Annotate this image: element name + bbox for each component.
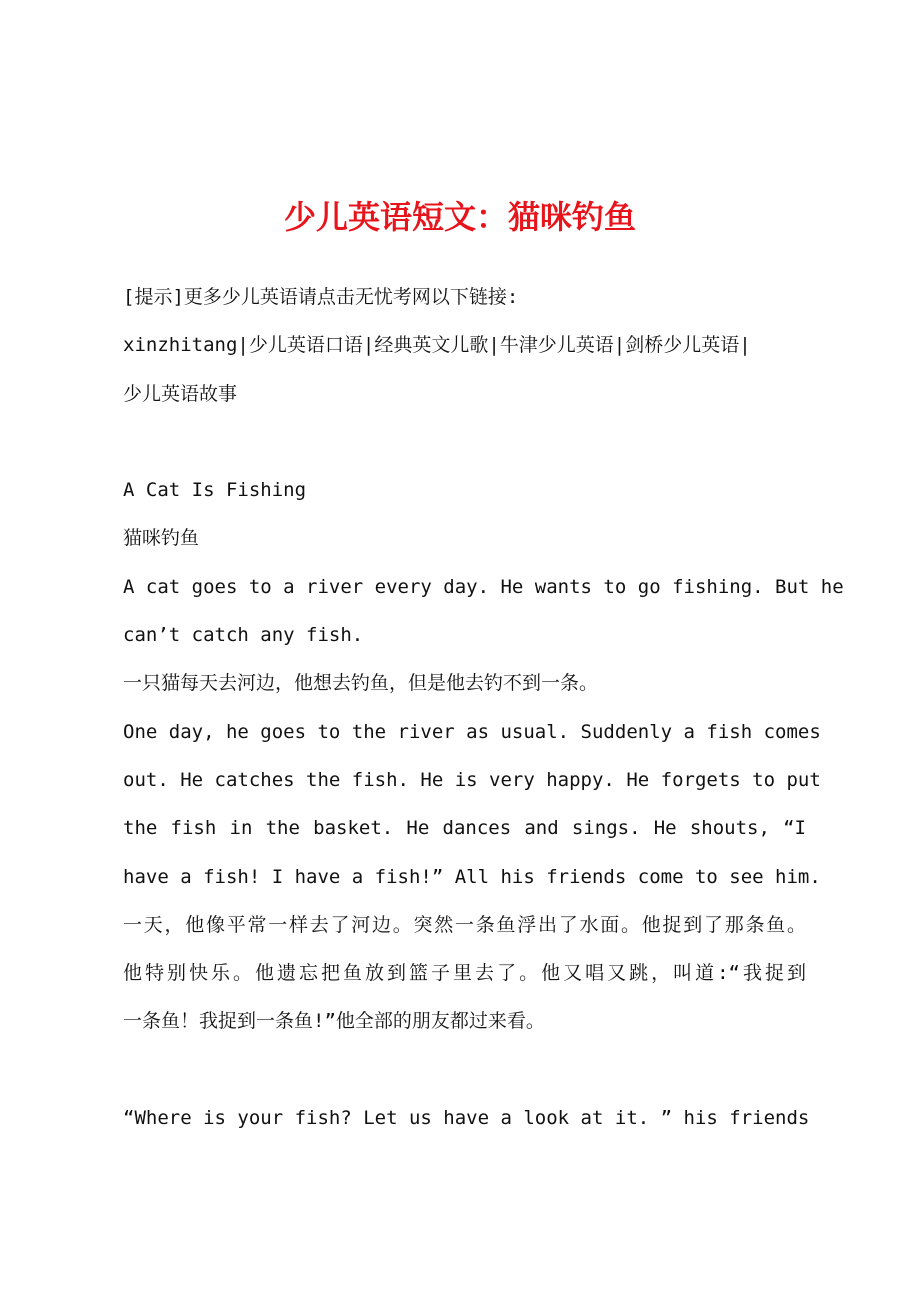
paragraph-line: “Where is your fish? Let us have a look at it. ” his friends (123, 1107, 810, 1130)
spacer (123, 1046, 806, 1094)
paragraph-line: 他特别快乐。他遗忘把鱼放到篮子里去了。他又唱又跳，叫道:“我捉到 (123, 962, 806, 985)
paragraph-line: A cat goes to a river every day. He wants to go fishing. But he (123, 575, 844, 598)
page-title: 少儿英语短文：猫咪钓鱼 (283, 198, 636, 236)
spacer (123, 418, 806, 466)
link-separator: | (488, 334, 500, 357)
link-separator: | (739, 334, 751, 357)
link-kids-english-stories[interactable]: 少儿英语故事 (123, 382, 238, 405)
link-separator: | (362, 334, 375, 357)
link-kids-english-speaking[interactable]: 少儿英语口语 (248, 334, 363, 357)
paragraph-line: 一天，他像平常一样去了河边。突然一条鱼浮出了水面。他捉到了那条鱼。 (123, 913, 806, 936)
article-body (123, 273, 844, 1142)
paragraph-line: have a fish! I have a fish!” All his friends come to see him. (123, 865, 821, 888)
paragraph-line: 一条鱼！我捉到一条鱼!”他全部的朋友都过来看。 (123, 1010, 545, 1033)
link-classic-english-songs[interactable]: 经典英文儿歌 (374, 334, 489, 357)
link-row-2 (123, 370, 806, 418)
paragraph-line: can’t catch any fish. (123, 624, 364, 647)
link-cambridge-kids-english[interactable]: 剑桥少儿英语 (625, 334, 740, 357)
paragraph-line: out. He catches the fish. He is very happy. He forgets to put (123, 768, 821, 791)
paragraph-line: One day, he goes to the river as usual. Suddenly a fish comes (123, 720, 821, 743)
paragraph-line: 一只猫每天去河边，他想去钓鱼，但是他去钓不到一条。 (123, 672, 599, 695)
hint-text: [提示]更多少儿英语请点击无忧考网以下链接: (123, 286, 519, 308)
story-title-cn: 猫咪钓鱼 (123, 527, 200, 550)
link-row-1 (123, 321, 806, 369)
link-oxford-kids-english[interactable]: 牛津少儿英语 (499, 334, 614, 357)
story-title-en: A Cat Is Fishing (123, 479, 307, 502)
paragraph-line: the fish in the basket. He dances and sings. He shouts, “I (123, 817, 806, 840)
link-separator: | (613, 334, 626, 357)
link-xinzhitang[interactable]: xinzhitang (123, 334, 238, 357)
link-separator: | (237, 334, 249, 357)
